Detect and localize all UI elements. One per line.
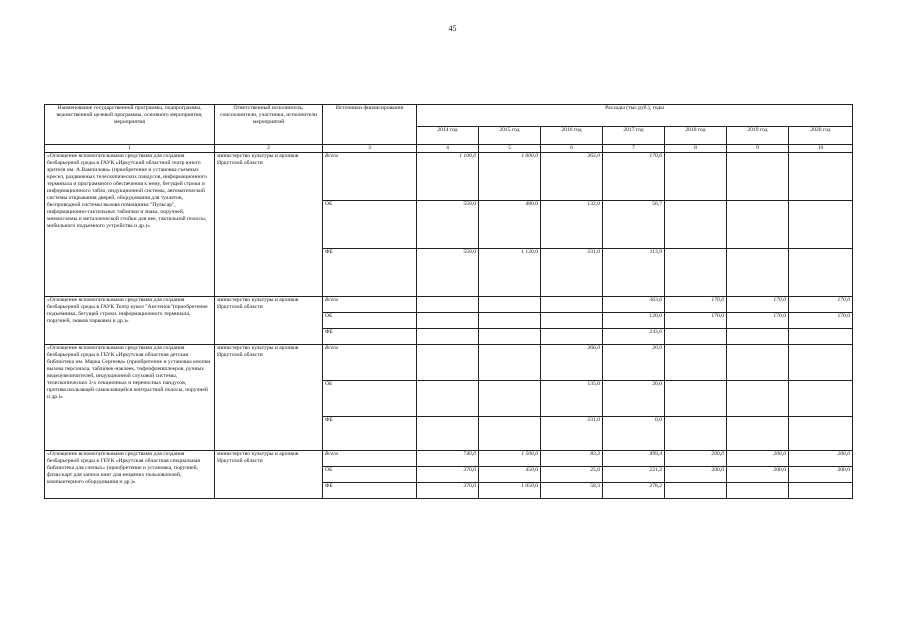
expense-value: 170,0 xyxy=(789,313,853,329)
expense-value: 170,6 xyxy=(603,153,665,201)
expense-value xyxy=(479,313,541,329)
expense-value: 1 600,0 xyxy=(479,153,541,201)
expense-value: 200,0 xyxy=(789,467,853,483)
expense-value xyxy=(789,483,853,499)
header-year: 2016 год xyxy=(541,127,603,145)
expense-value xyxy=(417,417,479,451)
expense-value: 20,0 xyxy=(603,345,665,381)
expense-value: 740,0 xyxy=(417,451,479,467)
funding-source: Всего xyxy=(323,153,417,201)
expense-value xyxy=(665,329,727,345)
expense-value: 58,3 xyxy=(541,483,603,499)
column-number: 5 xyxy=(479,145,541,153)
column-number: 9 xyxy=(727,145,789,153)
expense-value xyxy=(479,381,541,417)
expense-value: 0,0 xyxy=(603,417,665,451)
activity-name: «Оснащение вспомогательными средствами для создания безбарьерной среды в ГБУК «Иркутская областная специальная библиотека для слепых» (приобретение и установка, поручней, флэш-карт для записи книг для незрячих пользователей, компьютерного оборудования и др.)» xyxy=(45,451,215,499)
funding-source: Всего xyxy=(323,345,417,381)
column-number: 6 xyxy=(541,145,603,153)
expense-value: 550,0 xyxy=(417,201,479,249)
expense-value: 83,3 xyxy=(541,451,603,467)
responsible-executor: министерство культуры и архивов Иркутской области xyxy=(215,451,323,499)
page-number: 45 xyxy=(448,24,457,33)
expense-value: 170,0 xyxy=(789,297,853,313)
expense-value xyxy=(665,381,727,417)
funding-source: ФБ xyxy=(323,483,417,499)
funding-source: Всего xyxy=(323,297,417,313)
expense-value xyxy=(665,153,727,201)
header-responsible: Ответственный исполнитель, соисполнители, участники, исполнители мероприятий xyxy=(215,105,323,145)
expense-value: 56,7 xyxy=(603,201,665,249)
expense-value xyxy=(789,345,853,381)
expense-value: 200,0 xyxy=(665,451,727,467)
funding-source: ОБ xyxy=(323,313,417,329)
expense-value: 200,0 xyxy=(727,451,789,467)
funding-source: Всего xyxy=(323,451,417,467)
table-body xyxy=(45,153,853,499)
header-expenses: Расходы (тыс.руб.), годы xyxy=(417,105,853,127)
expense-value: 170,0 xyxy=(665,313,727,329)
expense-value xyxy=(541,329,603,345)
header-year: 2017 год xyxy=(603,127,665,145)
expense-value: 370,0 xyxy=(417,467,479,483)
column-number: 4 xyxy=(417,145,479,153)
expense-value: 1 120,0 xyxy=(479,249,541,297)
expense-value: 243,6 xyxy=(603,329,665,345)
expense-value xyxy=(727,153,789,201)
column-number: 3 xyxy=(323,145,417,153)
table-row xyxy=(45,297,853,313)
funding-source: ФБ xyxy=(323,329,417,345)
expense-value: 200,0 xyxy=(727,467,789,483)
funding-source: ФБ xyxy=(323,249,417,297)
expense-value: 221,2 xyxy=(603,467,665,483)
expense-value: 200,0 xyxy=(665,467,727,483)
expense-value: 170,0 xyxy=(665,297,727,313)
expense-value: 25,0 xyxy=(541,467,603,483)
expense-value: 370,0 xyxy=(417,483,479,499)
column-number: 2 xyxy=(215,145,323,153)
expense-value: 363,6 xyxy=(603,297,665,313)
expense-value xyxy=(665,201,727,249)
expense-value: 366,0 xyxy=(541,345,603,381)
expense-value xyxy=(665,345,727,381)
expense-value: 480,0 xyxy=(479,201,541,249)
funding-source: ОБ xyxy=(323,381,417,417)
expense-value xyxy=(479,345,541,381)
expense-value: 450,0 xyxy=(479,467,541,483)
header-year: 2014 год xyxy=(417,127,479,145)
expense-value: 120,0 xyxy=(603,313,665,329)
expense-value xyxy=(789,153,853,201)
expense-value xyxy=(665,483,727,499)
header-year: 2015 год xyxy=(479,127,541,145)
expense-value: 231,0 xyxy=(541,417,603,451)
expense-value xyxy=(727,329,789,345)
expense-value xyxy=(789,417,853,451)
expense-value xyxy=(727,249,789,297)
expense-value xyxy=(417,297,479,313)
column-number: 1 xyxy=(45,145,215,153)
expense-value xyxy=(665,417,727,451)
header-sources: Источники финансирования xyxy=(323,105,417,145)
expense-value: 113,9 xyxy=(603,249,665,297)
expense-value: 1 050,0 xyxy=(479,483,541,499)
expense-value xyxy=(727,381,789,417)
header-year: 2020 год xyxy=(789,127,853,145)
expense-value xyxy=(789,249,853,297)
expense-value xyxy=(417,329,479,345)
expense-value: 1 500,0 xyxy=(479,451,541,467)
column-number-row xyxy=(45,145,853,153)
table-row xyxy=(45,451,853,467)
expense-value xyxy=(417,313,479,329)
expense-value: 20,0 xyxy=(603,381,665,417)
expense-value xyxy=(789,329,853,345)
responsible-executor: министерство культуры и архивов Иркутской области xyxy=(215,297,323,345)
expense-value xyxy=(727,201,789,249)
expense-value: 278,2 xyxy=(603,483,665,499)
expense-value xyxy=(417,381,479,417)
expense-value: 170,0 xyxy=(727,297,789,313)
expense-value xyxy=(789,201,853,249)
expense-value xyxy=(479,417,541,451)
responsible-executor: министерство культуры и архивов Иркутской области xyxy=(215,153,323,297)
expense-value xyxy=(727,483,789,499)
expense-value: 170,0 xyxy=(727,313,789,329)
expense-value: 550,0 xyxy=(417,249,479,297)
funding-source: ОБ xyxy=(323,467,417,483)
expense-value: 231,0 xyxy=(541,249,603,297)
expense-value xyxy=(541,313,603,329)
table-row xyxy=(45,153,853,201)
responsible-executor: министерство культуры и архивов Иркутской области xyxy=(215,345,323,451)
expense-value: 132,0 xyxy=(541,201,603,249)
expense-value xyxy=(665,249,727,297)
expense-value xyxy=(479,297,541,313)
expense-value: 135,0 xyxy=(541,381,603,417)
header-year: 2018 год xyxy=(665,127,727,145)
funding-source: ФБ xyxy=(323,417,417,451)
column-number: 7 xyxy=(603,145,665,153)
column-number: 10 xyxy=(789,145,853,153)
activity-name: «Оснащение вспомогательными средствами для создания безбарьерной среды в ГАУК «Иркутский областной театр юного зрителя им. А.Вампилова» (приобретение и установка съемных кресел, раздвижных телескопических пандусов, информационного терминала и программного обеспечения к нему, бегущей строки и информационного табло, индукционной системы, автоматической системы открывания дверей, оборудования для туалетов, беспроводной системы вызова помощника "Пульсар", информационно-тактильных таблички и знака, поручней, мнемосхемы и металлической стойки для нее, тактильной полосы, мобильного подъемного устройства и др.)» xyxy=(45,153,215,297)
expense-value xyxy=(727,417,789,451)
header-name: Наименование государственной программы, подпрограммы, ведомственной целевой программы, основного мероприятия, мероприятия xyxy=(45,105,215,145)
expense-value xyxy=(479,329,541,345)
expense-value: 499,4 xyxy=(603,451,665,467)
header-year: 2019 год xyxy=(727,127,789,145)
expense-value xyxy=(789,381,853,417)
activity-name: «Оснащение вспомогательными средствами для создания безбарьерной среды в ГБУК «Иркутская областная детская библиотека им. Марка Сергеева» (приобретение и установка кнопки вызова персонала, табличек-наклеек, тифлофлешплееров, ручных видеоувеличителей, индукционной слуховой системы, телескопических 2-х секционных и переносных пандусов, противоскользящей самоклеящейся контрастной полосы, поручней и др.)» xyxy=(45,345,215,451)
funding-source: ОБ xyxy=(323,201,417,249)
expense-value: 1 100,0 xyxy=(417,153,479,201)
activity-name: «Оснащение вспомогательными средствами для создания безбарьерной среды в ГАУК Театр кукол "Аистенок"(приобретение подъемника, бегущей строки, информационного терминала, поручней, знаков парковки и др.)» xyxy=(45,297,215,345)
budget-table xyxy=(44,104,853,499)
expense-value xyxy=(417,345,479,381)
column-number: 8 xyxy=(665,145,727,153)
expense-value xyxy=(541,297,603,313)
expense-value xyxy=(727,345,789,381)
expense-value: 363,0 xyxy=(541,153,603,201)
expense-value: 200,0 xyxy=(789,451,853,467)
table-row xyxy=(45,345,853,381)
